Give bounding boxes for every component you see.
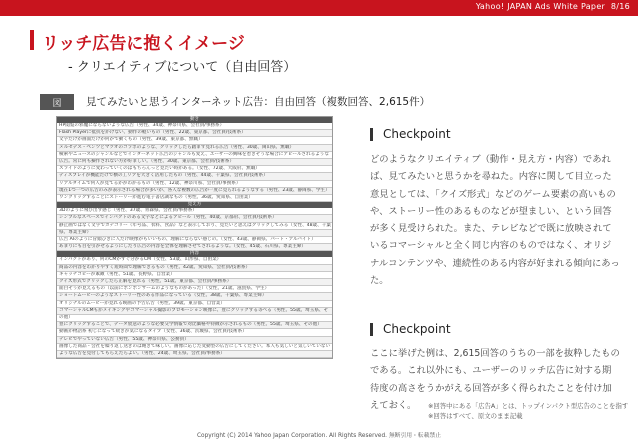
- table-row: の他）: [57, 315, 332, 322]
- page-title: リッチ広告に抱くイメージ: [42, 34, 245, 54]
- table-row: リアルタイムで何人が見てるかがわかるもの（男性、12歳、神奈川県、会社員/事務系）: [57, 181, 332, 188]
- table-row: キャッチコピーが素敵（男性、51歳、長野県、自営業）: [57, 272, 332, 279]
- table-row: 文字だけが画面だけが何かで動くもの（男性、39歳、東京都、無職）: [57, 137, 332, 144]
- table-row: ような広告を見付してもらえたらよい。（男性、24歳、埼玉県、会社員/事務系）: [57, 351, 332, 358]
- figure-badge: 図: [40, 94, 74, 110]
- table-row: 現在1つ一つの広告のみが表示される場合が多いが、各人な複数の広告が一度に見られるようなする（男性、23歳、静岡県、学生）: [57, 188, 332, 195]
- notes: [428, 401, 628, 421]
- title-accent-bar: [30, 30, 34, 50]
- table-section-header: 見え方: [57, 202, 332, 208]
- table-row: 面白そうが見えるもの（以前にポンポンサームのようなものがあった）（女性、21歳、滋賀県、学生）: [57, 286, 332, 293]
- figure-caption: 見てみたいと思うインターネット広告：自由回答（複数回答、2,615件）: [86, 96, 431, 108]
- checkpoint-marker: [370, 128, 373, 141]
- page-number: 8/16: [610, 2, 630, 11]
- table-section-header: 内容: [57, 251, 332, 257]
- checkpoint-body: ここに挙げた例は、2,615回答のうちの一部を抜粋したものである。これ以外にも、ユーザーのリッチ広告に対する期待度の高さをうかがえる回答が多く得られたことを付け加えておく。: [370, 348, 620, 411]
- table-row: 商品の内容をわかりやすく短時間で理解できるもの（男性、42歳、愛知県、会社員/技術系）: [57, 265, 332, 272]
- checkpoint-title: Checkpoint: [383, 322, 451, 336]
- checkpoint-body: どのようなクリエイティブ（動作・見え方・内容）であれば、見てみたいと思うかを尋ねた。内容に関して目立った意見としては、「クイズ形式」などのゲーム要素の高いものや、ストーリー性のあるものなどが望ましい、という回答が多く見受けられた。また、テレビなどで既に放映されているコマーシャルと全く同じ内容のものではなく、オリジナルコンテンツや、連続性のある内容が好まれる傾向にあった。: [370, 154, 620, 287]
- table-row: 広告 AIのように冒頭ひきに人だけ映像がもいいもの、理解にならない感じの。（女性、43歳、静岡県、パート・アルバイト）: [57, 237, 332, 244]
- table-row: オリジナルのムービーが見れる映画の予告広告（男性、39歳、東京都、自営業）: [57, 301, 332, 308]
- table-row: 静止画ではなく文字でカテゴリー（年号品、衣料、食品）など表示しており、見たいと思えばクリックしてみる（女性、48歳、千葉: [57, 223, 332, 230]
- table-row: テレビでやっていない広告（男性、55歳、神奈川県、公務員）: [57, 337, 332, 344]
- table-section-header: 動き: [57, 117, 332, 123]
- table-row: 検索やニュースのジャンルなどでインターネット広告のジャンルも変え、ユーザーの興味を惹きそうな場合にアピールされるような: [57, 152, 332, 159]
- table-row: スライドのように変わっていくのはもちろんっと見たい時がある。（女性、72歳、大阪府、無職）: [57, 166, 332, 173]
- copyright-footer: Copyright (C) 2014 Yahoo Japan Corporation. All Rights Reserved. 無断引用・転載禁止: [196, 433, 441, 439]
- note-line: ※回答はすべて、原文のまま記載: [428, 412, 523, 420]
- table-row: コマーシャルCMもがメイキングやコマーシャル撮影のプロモーション映像に、豊にクリックする等べる（男性、55歳、埼玉県、そ: [57, 308, 332, 315]
- table-row: 広告。常に何も操作されない方が好ましい。（男性、30歳、東京都、会社員/技術系）: [57, 159, 332, 166]
- table-row: メルセデス・ベンツとマツオのコラボのような、クリックしたら踏まず見れる広告（男性、30歳、岡山県、無職）: [57, 145, 332, 152]
- table-row: 豊にクリックすることで、データ放送のような必要交学情報で対比価格や特徴が示されるもの（男性、55歳、埼玉県、その他）: [57, 322, 332, 329]
- table-row: 3Dのように飛び出す感じ（男性、37歳、青森県、会社員/事務系）: [57, 208, 332, 215]
- table-row: ワンクリックすることにストーリーが進む電子書店調なもの（男性、36歳、愛知県、自由業）: [57, 195, 332, 202]
- table-row: インパクトがあり、何のCMかすぐ分かるCM（女性、53歳、山形県、自由業）: [57, 257, 332, 264]
- table-row: クイズ形式でクリックしたら正解を見れる（男性、51歳、東京都、会社員/事務系）: [57, 279, 332, 286]
- top-bar: [0, 0, 638, 16]
- brand-text: Yahoo! JAPAN Ads White Paper: [475, 2, 606, 11]
- table-row: 動画が物語系 初じになって続きが気になるタイプ（女性、36歳、茨城県、会社員/技術系）: [57, 329, 332, 336]
- table-row: Flash Playerに抵抗をかけない、動作の軽いもの（男性、22歳、東京都、会社員/技術系）: [57, 130, 332, 137]
- table-row: シンプルなスペースでインパクトのある文字などによるアピール（男性、40歳、京都府、会社員/技術系）: [57, 215, 332, 222]
- table-row: あまりにも目を引かせるようにしたり広告の内容を全体を理解させてされるような。（女性、45歳、石川県、専業主婦）: [57, 244, 332, 251]
- brand-header: [476, 2, 630, 11]
- table-row: ショートムービーのようなストーリー性のある作品になっている（女性、38歳、千葉県、専業主婦）: [57, 293, 332, 300]
- table-row: 県、専業主婦）: [57, 230, 332, 237]
- page-subtitle: - クリエイティブについて（自由回答）: [68, 60, 297, 75]
- table-row: HP閲覧の邪魔にならないような広告（男性、34歳、神奈川県、会社員/事務系）: [57, 123, 332, 130]
- table-row: 画像した商品・会社を繰り返し送ぎのは飽きて味しい。画像に応じた変動型の広告にしてください。本人も気しいと気しいていない: [57, 344, 332, 351]
- checkpoint-marker: [370, 323, 373, 336]
- checkpoint-title: Checkpoint: [383, 127, 451, 141]
- answers-table: [56, 116, 333, 359]
- table-row: ディスプレイが機能だけで横の工リアを大きく活用したもの（男性、44歳、千葉県、会社員/技術系）: [57, 173, 332, 180]
- note-line: ※回答中にある「広告A」とは、トップインパクト型広告のことを指す: [428, 402, 629, 410]
